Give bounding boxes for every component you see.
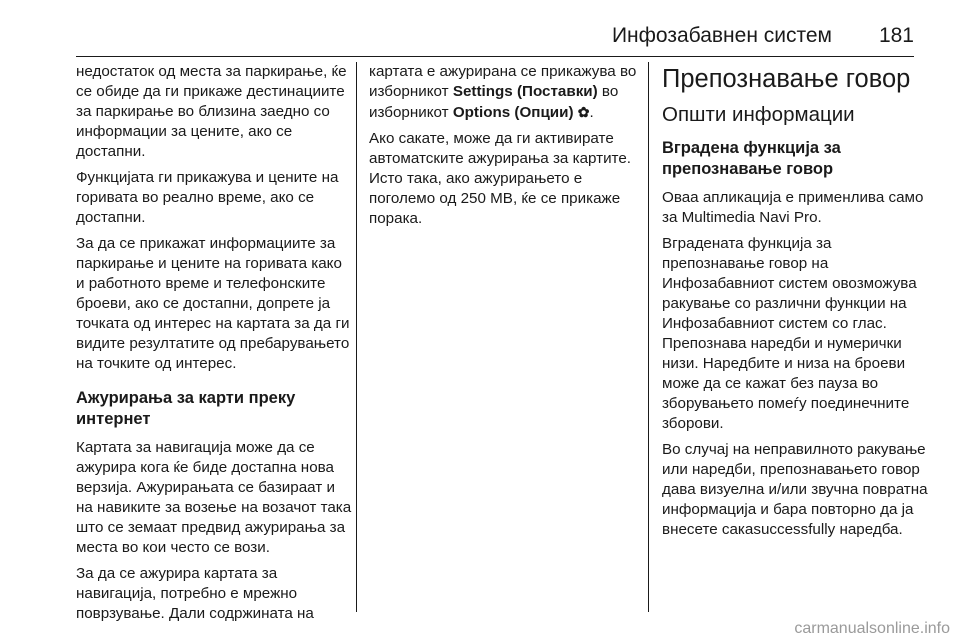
subsection-heading: Вградена функција за препознавање говор [662, 139, 841, 178]
watermark: carmanualsonline.info [794, 620, 950, 637]
paragraph: За да се прикажат информациите за паркирање и цените на горивата како и работното време и телефонските броеви, ако се достапни, допрете ја точката од интерес на картата за да ги видите резултатите од пребарувањето на точките од интерес. [76, 235, 350, 372]
section-heading: Ажурирања за карти преку интернет [76, 389, 296, 428]
text-run: во изборникот [369, 83, 619, 121]
column-divider-2 [648, 62, 649, 612]
paragraph: Оваа апликација е применлива само за Multimedia Navi Pro. [662, 189, 924, 226]
paragraph: Во случај на неправилното ракување или наредби, препознавањето говор дава визуелна и/или звучна повратна информација и бара повторно да ја внесете сакаsuccessfully наредба. [662, 441, 928, 538]
paragraph: недостаток од места за паркирање, ќе се обиде да ги прикаже дестинациите за паркирање во близина заедно со информации за цените, ако се достапни. [76, 63, 347, 160]
chapter-heading: Препознавање говор [662, 65, 911, 93]
text-run: . [589, 104, 594, 121]
gear-icon: ✿ [577, 104, 590, 120]
paragraph: Картата за навигација може да се ажурира кога ќе биде достапна нова верзија. Ажурирањата се базираат и на навиките за возење на возачот така што се земаат предвид ажурирања за места во кои често се вози. [76, 439, 352, 556]
settings-menu-label: Settings (Поставки) [452, 83, 598, 100]
paragraph [369, 62, 639, 123]
section-heading: Општи информации [662, 103, 855, 126]
column-3 [662, 62, 928, 546]
header-rule [76, 56, 914, 57]
paragraph: Функцијата ги прикажува и цените на горивата во реално време, ако се достапни. [76, 169, 339, 226]
page-number: 181 [878, 24, 914, 47]
header-title: Инфозабавнен систем [611, 24, 832, 47]
page-header [76, 18, 914, 58]
column-2 [369, 62, 639, 235]
options-menu-label: Options (Опции) [452, 104, 574, 121]
text-run: картата е ажурирана се прикажува во изборникот [369, 63, 637, 100]
column-divider-1 [356, 62, 357, 612]
paragraph: За да се ажурира картата за навигација, потребно е мрежно поврзување. Дали содржината на [76, 565, 314, 622]
paragraph: Вградената функција за препознавање говор на Инфозабавниот систем овозможува ракување со различни функции на Инфозабавниот систем со глас. Препознава наредби и нумерички низи. Наредбите и низа на броеви може да се кажат без пауза во зборувањето помеѓу поединечните зборови. [662, 235, 917, 432]
column-1 [76, 62, 352, 630]
paragraph: Ако сакате, може да ги активирате автоматските ажурирања за картите. Исто така, ако ажурирањето е поголемо од 250 MB, ќе се прикаже порака. [369, 130, 632, 227]
